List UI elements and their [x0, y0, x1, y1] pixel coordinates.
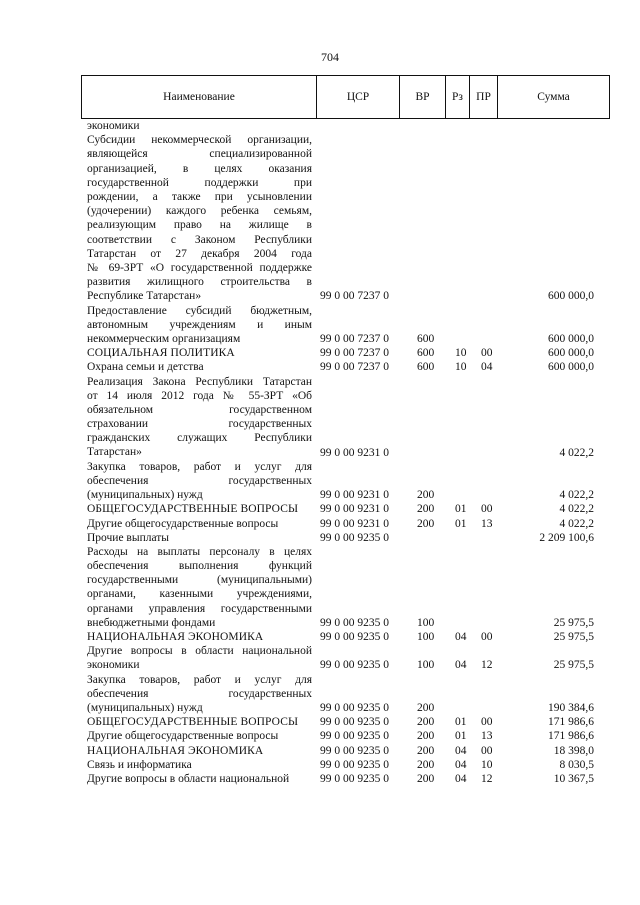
row-name-line: Охрана семьи и детства: [87, 361, 204, 374]
row-rz: 01: [455, 730, 467, 743]
row-vr: 600: [417, 347, 435, 360]
row-sum: 8 030,5: [559, 758, 594, 771]
row-name-line: Татарстан»: [87, 446, 142, 459]
row-name: [87, 715, 312, 729]
row-name-line: развития жилищного строительства в: [87, 276, 312, 289]
row-name: [87, 545, 312, 630]
table-row: [0, 644, 640, 672]
row-name-line: Татарстан от 27 декабря 2004 года: [87, 247, 312, 260]
table-row: [0, 630, 640, 644]
row-vr: 200: [417, 517, 435, 530]
row-vr: 200: [417, 744, 435, 757]
row-name: [87, 644, 312, 672]
row-pr: 00: [481, 347, 493, 360]
row-rz: 01: [455, 517, 467, 530]
row-name-line: внебюджетными фондами: [87, 616, 216, 629]
row-pr: 00: [481, 503, 493, 516]
row-name-line: (муниципальных) нужд: [87, 702, 203, 715]
row-sum: 2 209 100,6: [539, 531, 594, 544]
row-csr: 99 0 00 7237 0: [320, 290, 389, 303]
row-name-line: НАЦИОНАЛЬНАЯ ЭКОНОМИКА: [87, 744, 264, 757]
table-row: [0, 772, 640, 786]
row-name-line: НАЦИОНАЛЬНАЯ ЭКОНОМИКА: [87, 631, 264, 644]
row-name-line: ОБЩЕГОСУДАРСТВЕННЫЕ ВОПРОСЫ: [87, 503, 299, 516]
row-name-line: организацией, в целях оказания: [87, 162, 312, 175]
row-name-line: рождении, а также при усыновлении: [87, 190, 312, 203]
row-sum: 4 022,2: [559, 517, 594, 530]
row-sum: 600 000,0: [548, 290, 594, 303]
row-pr: 00: [481, 716, 493, 729]
row-name-line: государственной поддержки при: [87, 176, 312, 189]
table-row: [0, 531, 640, 545]
row-name-line: № 69-ЗРТ «О государственной поддержке: [87, 261, 312, 274]
row-csr: 99 0 00 7237 0: [320, 347, 389, 360]
row-sum: 171 986,6: [548, 730, 594, 743]
row-rz: 04: [455, 772, 467, 785]
row-name-line: (муниципальных) нужд: [87, 489, 203, 502]
row-name: [87, 673, 312, 716]
header-sum: Сумма: [497, 76, 609, 118]
row-name-line: органами, казенными учреждениями,: [87, 588, 312, 601]
row-sum: 600 000,0: [548, 332, 594, 345]
row-name: [87, 772, 312, 786]
row-csr: 99 0 00 9235 0: [320, 531, 389, 544]
header-name: Наименование: [163, 91, 235, 103]
row-rz: 04: [455, 758, 467, 771]
row-sum: 171 986,6: [548, 716, 594, 729]
table-row: [0, 758, 640, 772]
row-name-line: Реализация Закона Республики Татарстан: [87, 375, 312, 388]
row-sum: 4 022,2: [559, 503, 594, 516]
row-name: [87, 304, 312, 347]
row-csr: 99 0 00 9231 0: [320, 517, 389, 530]
row-pr: 13: [481, 517, 493, 530]
row-vr: 100: [417, 631, 435, 644]
row-name: [87, 744, 312, 758]
row-name-line: некоммерческим организациям: [87, 332, 241, 345]
table-row: [0, 133, 640, 303]
header-csr: ЦСР: [316, 76, 399, 118]
row-pr: 12: [481, 772, 493, 785]
row-sum: 4 022,2: [559, 489, 594, 502]
row-csr: 99 0 00 9235 0: [320, 744, 389, 757]
row-name-line: Закупка товаров, работ и услуг для: [87, 673, 312, 686]
row-csr: 99 0 00 9235 0: [320, 631, 389, 644]
row-pr: 04: [481, 361, 493, 374]
row-csr: 99 0 00 9235 0: [320, 730, 389, 743]
row-name-line: государственными (муниципальными): [87, 574, 312, 587]
row-vr: 600: [417, 361, 435, 374]
row-name-line: обеспечения государственных: [87, 474, 312, 487]
row-csr: 99 0 00 7237 0: [320, 361, 389, 374]
row-name-line: Другие общегосударственные вопросы: [87, 730, 279, 743]
row-name-line: органами управления государственными: [87, 602, 312, 615]
row-csr: 99 0 00 9235 0: [320, 772, 389, 785]
row-sum: 190 384,6: [548, 702, 594, 715]
row-name: [87, 119, 312, 133]
table-row: [0, 502, 640, 516]
table-row: [0, 673, 640, 716]
row-pr: 10: [481, 758, 493, 771]
header-pr: ПР: [469, 76, 497, 118]
row-name-line: Субсидии некоммерческой организации,: [87, 134, 312, 147]
row-sum: 25 975,5: [553, 616, 594, 629]
row-name-line: соответствии с Законом Республики: [87, 233, 312, 246]
row-name: [87, 517, 312, 531]
row-vr: 200: [417, 772, 435, 785]
row-pr: 00: [481, 631, 493, 644]
row-name-line: гражданских служащих Республики: [87, 432, 312, 445]
row-vr: 200: [417, 716, 435, 729]
row-name-line: Предоставление субсидий бюджетным,: [87, 304, 312, 317]
row-csr: 99 0 00 9235 0: [320, 716, 389, 729]
row-name-line: автономным учреждениям и иным: [87, 318, 312, 331]
row-vr: 100: [417, 659, 435, 672]
row-name-line: Другие общегосударственные вопросы: [87, 517, 279, 530]
row-name: [87, 375, 312, 460]
row-sum: 25 975,5: [553, 631, 594, 644]
row-vr: 200: [417, 503, 435, 516]
row-name-line: экономики: [87, 659, 140, 672]
row-vr: 600: [417, 332, 435, 345]
row-sum: 10 367,5: [553, 772, 594, 785]
row-name-line: Закупка товаров, работ и услуг для: [87, 460, 312, 473]
row-name-line: являющейся специализированной: [87, 148, 312, 161]
row-name-line: от 14 июля 2012 года № 55-ЗРТ «Об: [87, 389, 312, 402]
table-row: [0, 744, 640, 758]
row-name-line: обеспечения государственных: [87, 687, 312, 700]
row-csr: 99 0 00 9235 0: [320, 616, 389, 629]
row-name: [87, 502, 312, 516]
row-name-line: Республике Татарстан»: [87, 290, 202, 303]
row-name-line: обязательном государственном: [87, 403, 312, 416]
row-vr: 100: [417, 616, 435, 629]
row-name: [87, 729, 312, 743]
row-name-line: (удочерении) каждого ребенка семьям,: [87, 205, 312, 218]
table-row: [0, 119, 640, 133]
header-vr: ВР: [399, 76, 445, 118]
row-name: [87, 133, 312, 303]
table-header: [81, 75, 610, 119]
row-name-line: Другие вопросы в области национальной: [87, 773, 290, 785]
row-csr: 99 0 00 9235 0: [320, 659, 389, 672]
row-sum: 25 975,5: [553, 659, 594, 672]
row-rz: 04: [455, 744, 467, 757]
row-rz: 10: [455, 361, 467, 374]
row-csr: 99 0 00 9231 0: [320, 489, 389, 502]
table-body: [0, 119, 640, 786]
row-sum: 600 000,0: [548, 361, 594, 374]
page-number: 704: [321, 50, 339, 64]
row-name-line: реализующим право на жилище в: [87, 219, 312, 232]
table-row: [0, 375, 640, 460]
row-vr: 200: [417, 730, 435, 743]
row-vr: 200: [417, 702, 435, 715]
row-csr: 99 0 00 9235 0: [320, 702, 389, 715]
table-row: [0, 517, 640, 531]
row-name-line: Прочие выплаты: [87, 531, 170, 544]
row-pr: 12: [481, 659, 493, 672]
row-sum: 18 398,0: [553, 744, 594, 757]
table-row: [0, 346, 640, 360]
row-csr: 99 0 00 9235 0: [320, 758, 389, 771]
table-row: [0, 304, 640, 347]
row-rz: 01: [455, 716, 467, 729]
table-row: [0, 729, 640, 743]
row-name-line: обеспечения выполнения функций: [87, 560, 312, 573]
table-row: [0, 360, 640, 374]
row-sum: 600 000,0: [548, 347, 594, 360]
row-rz: 04: [455, 631, 467, 644]
row-vr: 200: [417, 489, 435, 502]
row-pr: 00: [481, 744, 493, 757]
row-pr: 13: [481, 730, 493, 743]
row-rz: 01: [455, 503, 467, 516]
row-name: [87, 758, 312, 772]
row-sum: 4 022,2: [559, 446, 594, 459]
row-name-line: СОЦИАЛЬНАЯ ПОЛИТИКА: [87, 347, 235, 360]
table-row: [0, 715, 640, 729]
header-rz: Рз: [445, 76, 469, 118]
row-csr: 99 0 00 9231 0: [320, 503, 389, 516]
row-vr: 200: [417, 758, 435, 771]
row-rz: 10: [455, 347, 467, 360]
row-name-line: Другие вопросы в области национальной: [87, 645, 312, 658]
row-name: [87, 360, 312, 374]
row-name: [87, 531, 312, 545]
table-row: [0, 545, 640, 630]
row-name-line: экономики: [87, 120, 140, 132]
table-row: [0, 460, 640, 503]
row-name-line: ОБЩЕГОСУДАРСТВЕННЫЕ ВОПРОСЫ: [87, 716, 299, 729]
row-name: [87, 460, 312, 503]
row-name: [87, 630, 312, 644]
row-name-line: страховании государственных: [87, 418, 312, 431]
row-name: [87, 346, 312, 360]
row-csr: 99 0 00 7237 0: [320, 332, 389, 345]
row-rz: 04: [455, 659, 467, 672]
row-name-line: Расходы на выплаты персоналу в целях: [87, 545, 312, 558]
row-name-line: Связь и информатика: [87, 758, 192, 771]
row-csr: 99 0 00 9231 0: [320, 446, 389, 459]
